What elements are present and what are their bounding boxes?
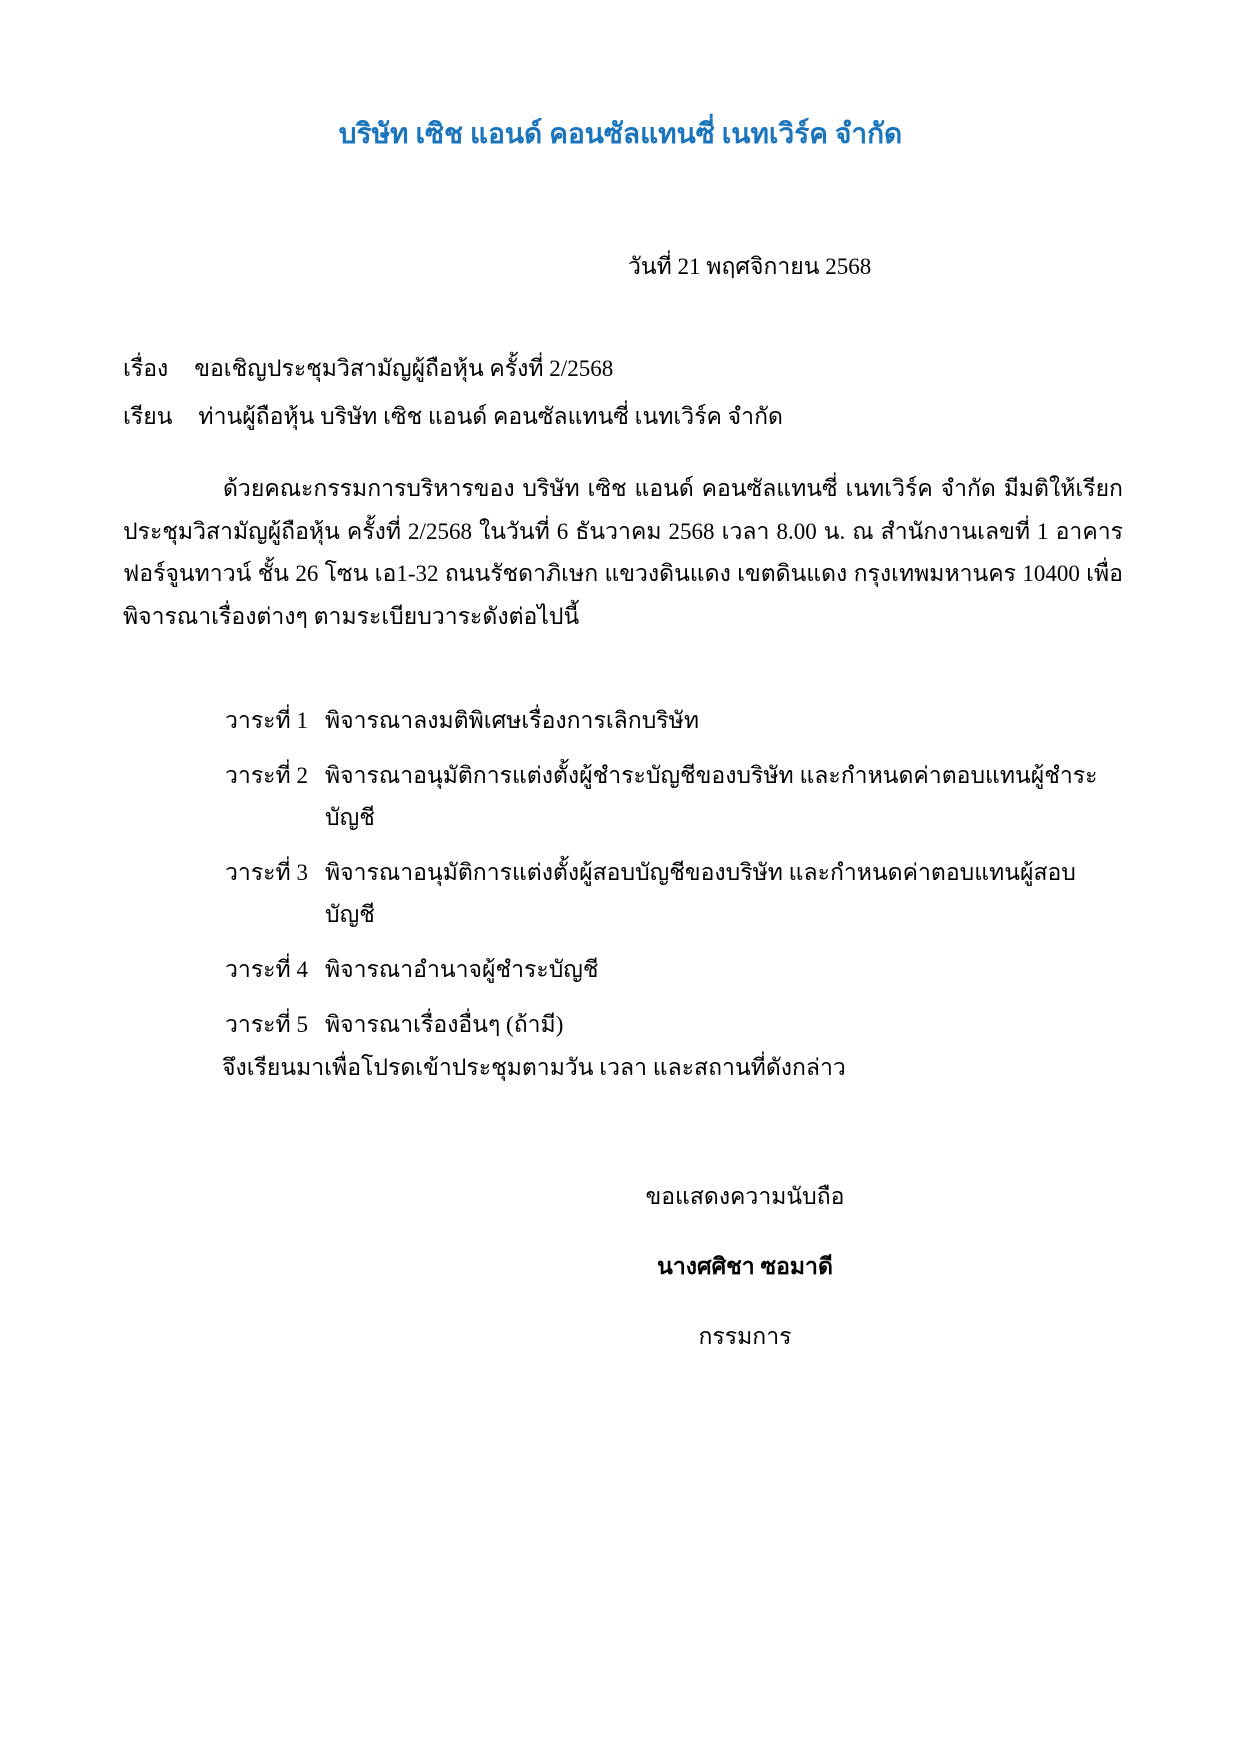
closing-sentence: จึงเรียนมาเพื่อโปรดเข้าประชุมตามวัน เวลา และสถานที่ดังกล่าว xyxy=(222,1055,846,1080)
recipient-label: เรียน xyxy=(123,404,173,429)
agenda-item xyxy=(225,949,1125,991)
agenda-item-text: พิจารณาลงมติพิเศษเรื่องการเลิกบริษัท xyxy=(325,708,699,733)
agenda-item-label: วาระที่ 1 xyxy=(225,708,308,733)
agenda-item-label: วาระที่ 5 xyxy=(225,1012,308,1037)
signer-name: นางศศิชา ซอมาดี xyxy=(657,1254,833,1279)
agenda-item xyxy=(225,755,1125,839)
agenda-item-text: พิจารณาเรื่องอื่นๆ (ถ้ามี) xyxy=(325,1012,564,1037)
agenda-item-text: พิจารณาอนุมัติการแต่งตั้งผู้ชำระบัญชีของบริษัท และกำหนดค่าตอบแทนผู้ชำระบัญชี xyxy=(325,763,1098,830)
agenda-item xyxy=(225,852,1125,936)
agenda-item-label: วาระที่ 2 xyxy=(225,763,308,788)
subject-text: ขอเชิญประชุมวิสามัญผู้ถือหุ้น ครั้งที่ 2/2568 xyxy=(194,356,614,381)
signer-role: กรรมการ xyxy=(698,1324,792,1349)
body-paragraph: ด้วยคณะกรรมการบริหารของ บริษัท เซิช แอนด์ คอนซัลแทนซี่ เนทเวิร์ค จำกัด มีมติให้เรียกประชุมวิสามัญผู้ถือหุ้น ครั้งที่ 2/2568 ในวันที่ 6 ธันวาคม 2568 เวลา 8.00 น. ณ สำนักงานเลขที่ 1 อาคารฟอร์จูนทาวน์ ชั้น 26 โซน เอ1-32 ถนนรัชดาภิเษก แขวงดินแดง เขตดินแดง กรุงเทพมหานคร 10400 เพื่อพิจารณาเรื่องต่างๆ ตามระเบียบวาระดังต่อไปนี้ xyxy=(123,476,1123,629)
agenda-item-text: พิจารณาอนุมัติการแต่งตั้งผู้สอบบัญชีของบริษัท และกำหนดค่าตอบแทนผู้สอบบัญชี xyxy=(325,860,1076,927)
agenda-item xyxy=(225,1004,1125,1046)
signature-block xyxy=(495,1176,995,1358)
date-line: วันที่ 21 พฤศจิกายน 2568 xyxy=(628,254,872,279)
agenda-item-label: วาระที่ 4 xyxy=(225,957,308,982)
respect-line: ขอแสดงความนับถือ xyxy=(645,1184,845,1209)
recipient-text: ท่านผู้ถือหุ้น บริษัท เซิช แอนด์ คอนซัลแทนซี่ เนทเวิร์ค จำกัด xyxy=(198,404,783,429)
agenda-list xyxy=(225,700,1125,1059)
company-title: บริษัท เซิช แอนด์ คอนซัลแทนซี่ เนทเวิร์ค จำกัด xyxy=(338,119,903,150)
recipient-row xyxy=(123,396,783,438)
subject-row xyxy=(123,348,613,390)
agenda-item-text: พิจารณาอำนาจผู้ชำระบัญชี xyxy=(325,957,599,982)
agenda-item-label: วาระที่ 3 xyxy=(225,860,308,885)
agenda-item xyxy=(225,700,1125,742)
subject-label: เรื่อง xyxy=(123,356,169,381)
